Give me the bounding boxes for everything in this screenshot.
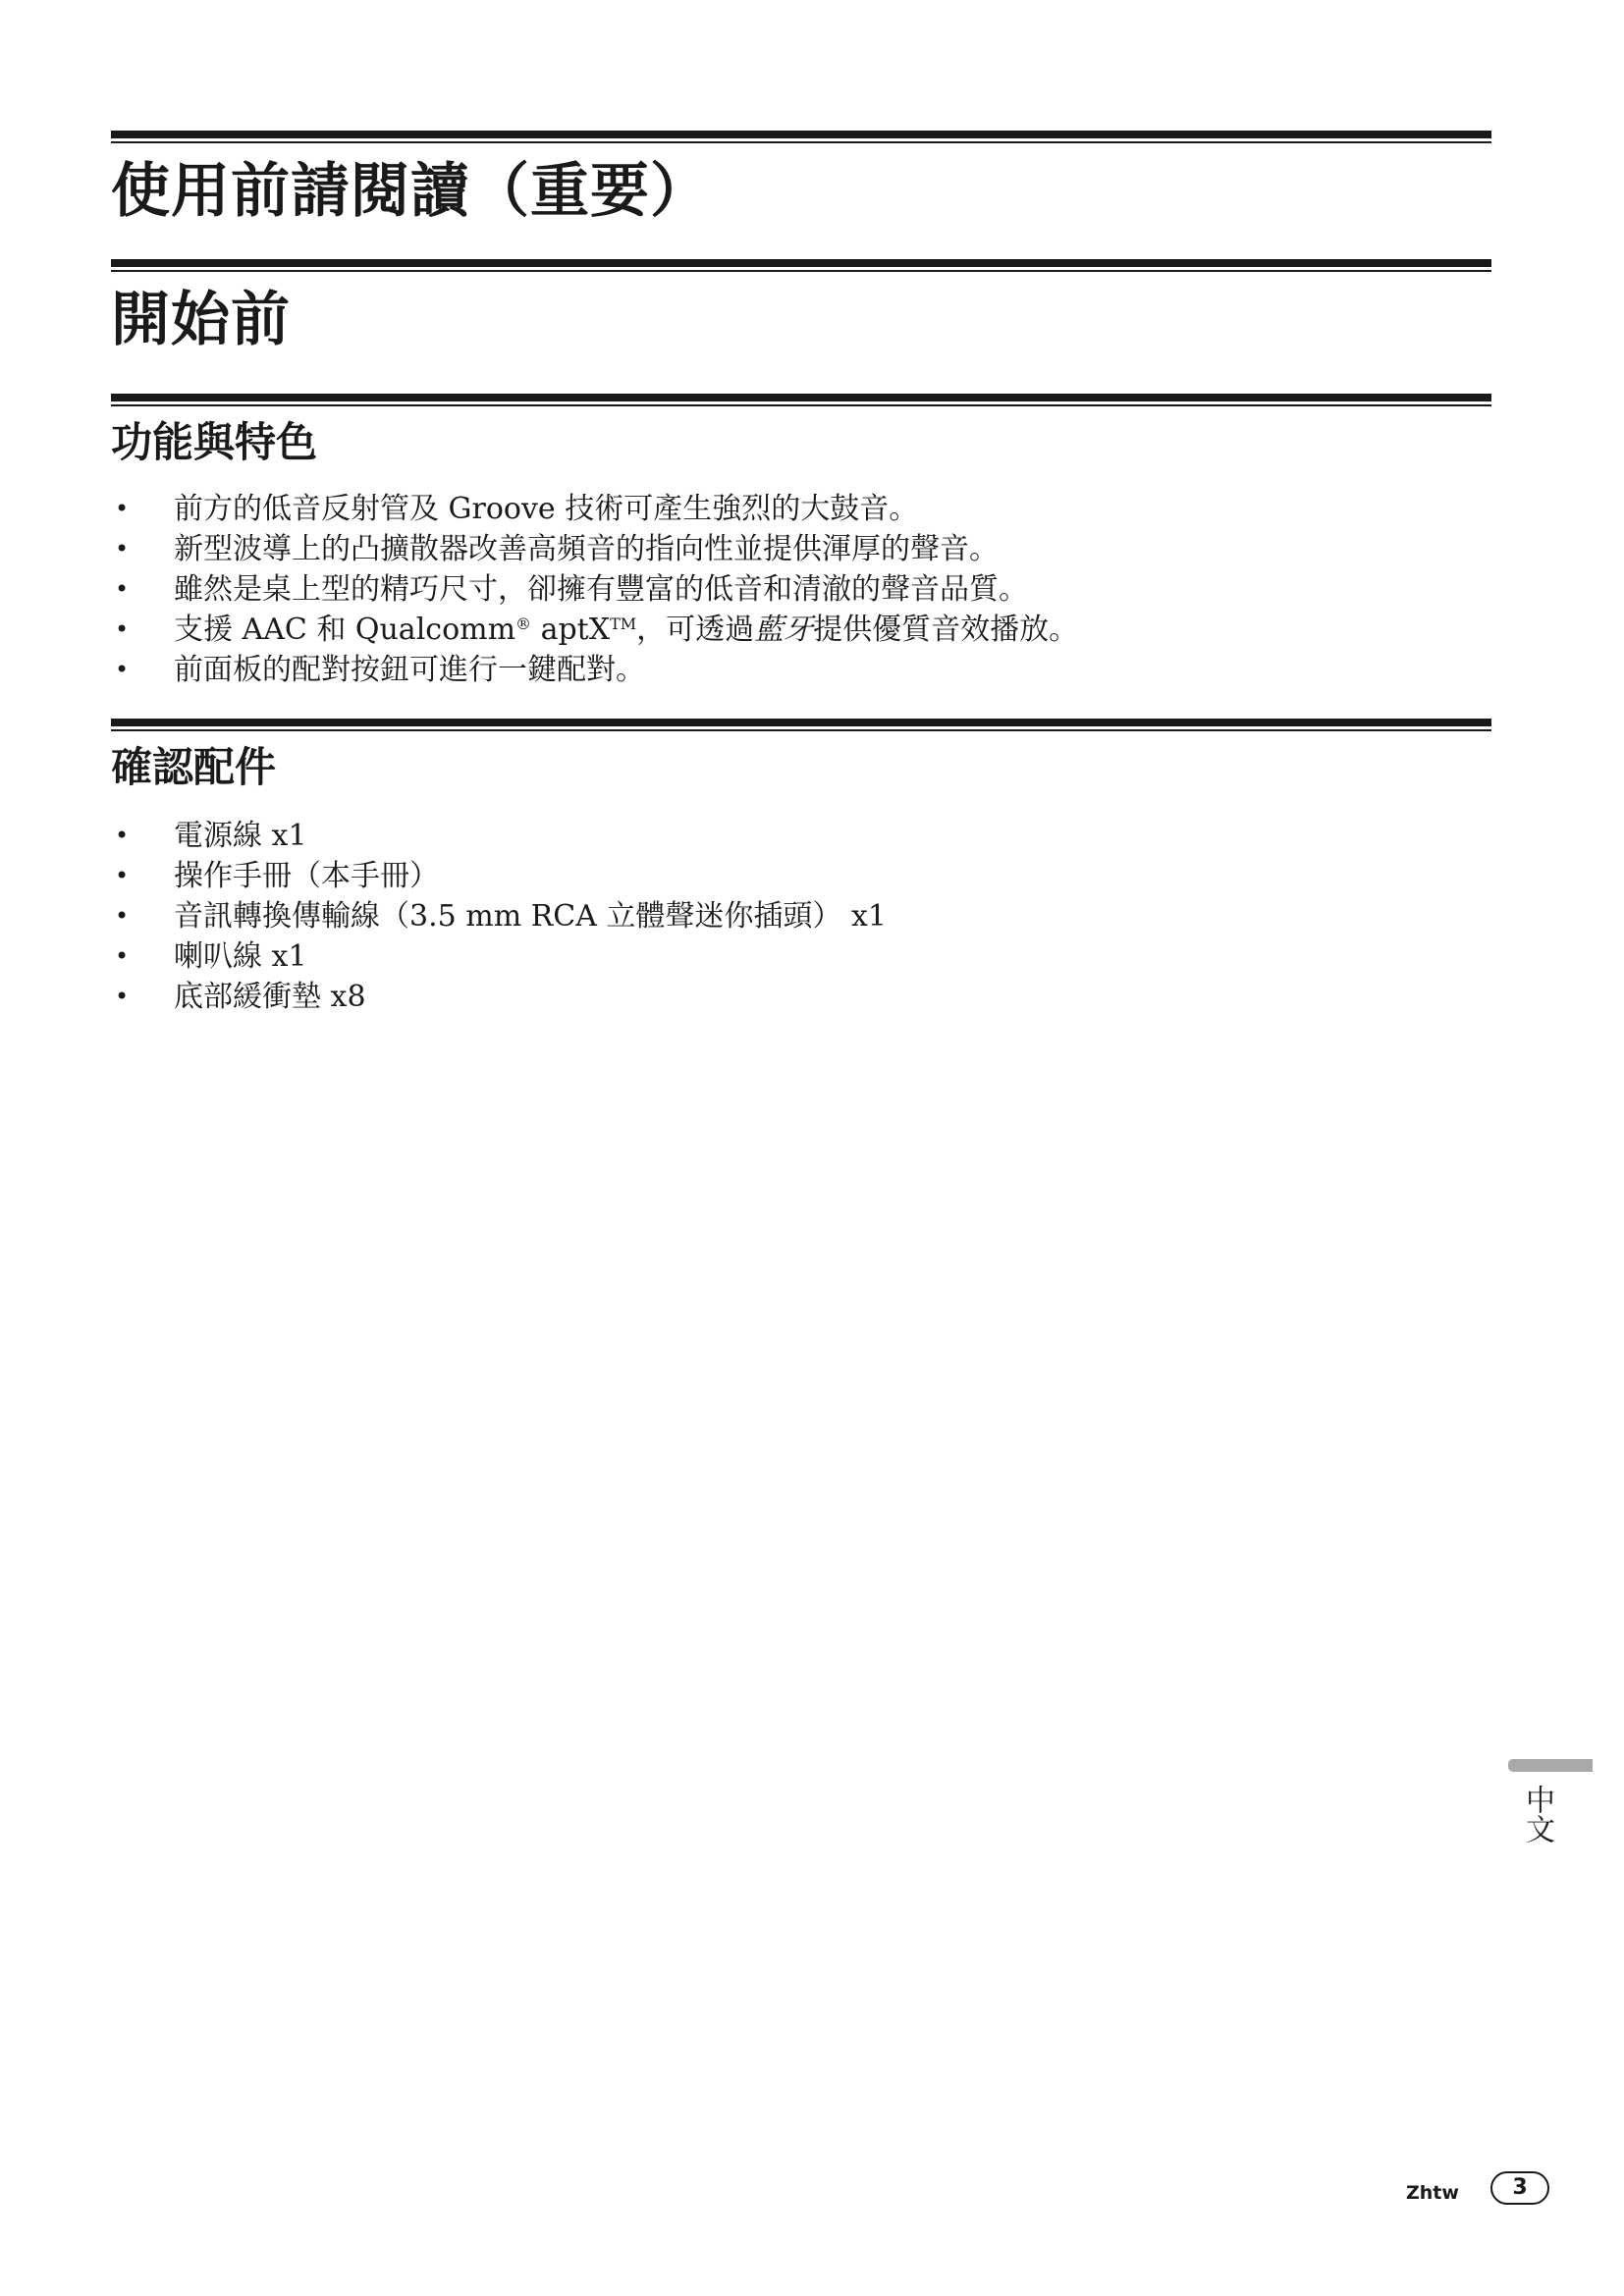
feature-text: 新型波導上的凸擴散器改善高頻音的指向性並提供渾厚的聲音。 — [174, 532, 999, 566]
page-title: 使用前請閱讀（重要） — [111, 157, 710, 226]
subtitle-rule — [111, 259, 1491, 272]
feature-text-pre: 支援 AAC 和 Qualcomm — [174, 613, 516, 647]
features-heading: 功能與特色 — [111, 418, 318, 466]
feature-text — [174, 610, 1078, 650]
bullet-icon: • — [115, 575, 130, 603]
page-number: 3 — [1490, 2171, 1549, 2205]
accessories-rule — [111, 719, 1491, 731]
bullet-icon: • — [115, 902, 130, 930]
language-tab-label: 中文 — [1520, 1785, 1554, 1843]
bullet-icon: • — [115, 983, 130, 1010]
features-rule — [111, 394, 1491, 406]
accessory-text: 音訊轉換傳輸線（3.5 mm RCA 立體聲迷你插頭） x1 — [174, 899, 887, 934]
feature-text: 前方的低音反射管及 Groove 技術可產生強烈的大鼓音。 — [174, 492, 919, 526]
bullet-icon: • — [115, 862, 130, 889]
accessory-text: 電源線 x1 — [174, 819, 307, 853]
bullet-icon: • — [115, 656, 130, 683]
feature-text-mid2: ，可透過 — [636, 613, 755, 647]
page-subtitle: 開始前 — [111, 286, 291, 354]
feature-text: 前面板的配對按鈕可進行一鍵配對。 — [174, 653, 645, 687]
feature-text-mid: aptX — [531, 613, 611, 647]
accessory-text: 底部緩衝墊 x8 — [174, 980, 366, 1014]
accessory-text: 喇叭線 x1 — [174, 939, 307, 974]
language-tab-bar — [1508, 1759, 1593, 1772]
feature-text: 雖然是桌上型的精巧尺寸，卻擁有豐富的低音和清澈的聲音品質。 — [174, 572, 1028, 607]
registered-mark: ® — [515, 614, 532, 633]
accessory-text: 操作手冊（本手冊） — [174, 859, 439, 893]
accessories-heading: 確認配件 — [111, 743, 277, 791]
bullet-icon: • — [115, 535, 130, 562]
bullet-icon: • — [115, 615, 130, 643]
bullet-icon: • — [115, 942, 130, 970]
bullet-icon: • — [115, 495, 130, 522]
bullet-icon: • — [115, 822, 130, 849]
trademark-mark: TM — [610, 614, 637, 633]
footer-language-code: Zhtw — [1406, 2182, 1459, 2204]
title-rule — [111, 131, 1491, 143]
bluetooth-term: 藍牙 — [754, 613, 814, 647]
feature-text-post: 提供優質音效播放。 — [813, 613, 1079, 647]
